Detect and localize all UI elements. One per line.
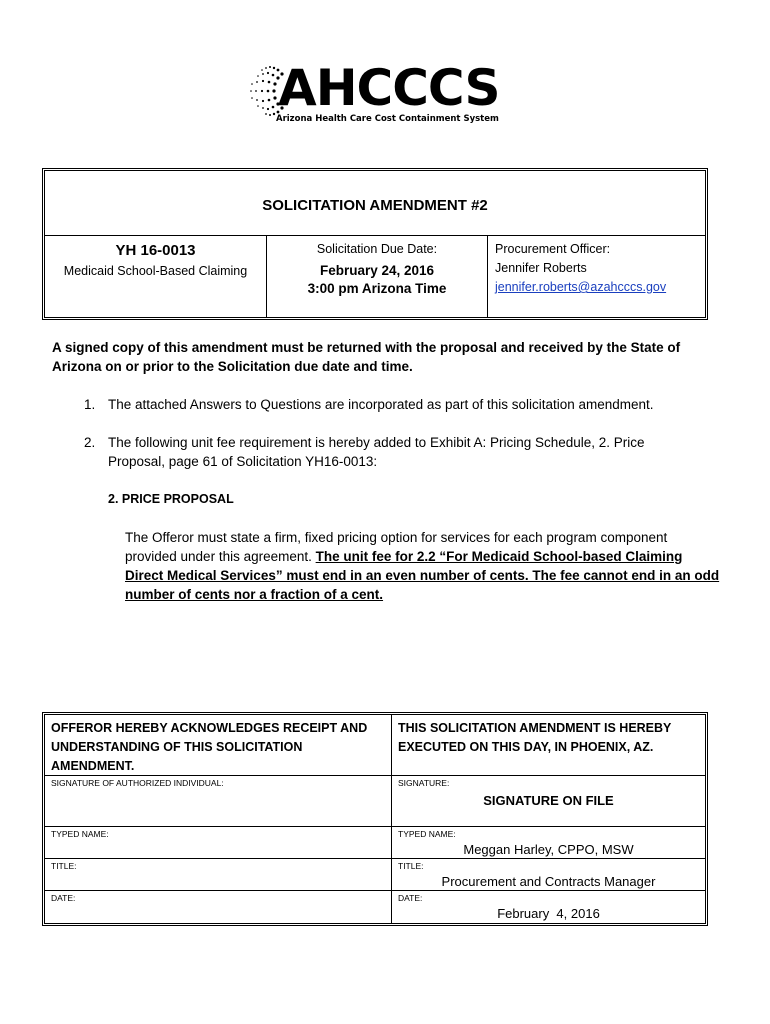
title-value: Procurement and Contracts Manager — [441, 874, 656, 889]
typed-name-label: TYPED NAME: — [398, 829, 456, 839]
intro-line: A signed copy of this amendment must be returned with the proposal and received by the State of — [52, 340, 681, 355]
para-line: The Offeror must state a firm, fixed pricing option for services for each program component — [125, 530, 668, 545]
price-proposal-paragraph — [125, 528, 725, 604]
divider — [45, 890, 705, 891]
para-text: provided under this agreement. — [125, 549, 316, 564]
logo-tagline: Arizona Health Care Cost Containment System — [276, 114, 499, 124]
due-date-cell — [267, 235, 487, 298]
item-text — [108, 433, 704, 471]
amendment-title: SOLICITATION AMENDMENT #2 — [262, 197, 488, 214]
divider — [45, 858, 705, 859]
divider — [487, 235, 488, 317]
due-date: February 24, 2016 — [319, 263, 435, 278]
item-line: The following unit fee requirement is hereby added to Exhibit A: Pricing Schedule, 2. Price — [108, 435, 645, 450]
solicitation-header-box — [42, 168, 708, 320]
item-number: 1. — [84, 397, 96, 412]
solicitation-number: YH 16-0013 — [115, 242, 196, 259]
typed-name-label: TYPED NAME: — [51, 829, 109, 839]
signature-box — [42, 712, 708, 926]
signature-label: SIGNATURE OF AUTHORIZED INDIVIDUAL: — [51, 778, 224, 788]
item-line: Proposal, page 61 of Solicitation YH16-0013: — [108, 454, 378, 469]
officer-label: Procurement Officer: — [495, 242, 611, 256]
ahcccs-logo — [248, 59, 500, 132]
divider — [45, 826, 705, 827]
offeror-acknowledgement: OFFEROR HEREBY ACKNOWLEDGES RECEIPT AND UNDERSTANDING OF THIS SOLICITATION AMENDMENT. — [51, 721, 368, 773]
para-emphasis: Direct Medical Services” must end in an even number of cents. The fee cannot end in an odd — [125, 568, 720, 583]
due-date-label: Solicitation Due Date: — [316, 242, 438, 256]
typed-name-value: Meggan Harley, CPPO, MSW — [463, 842, 634, 857]
officer-name: Jennifer Roberts — [495, 261, 587, 275]
due-time: 3:00 pm Arizona Time — [307, 281, 447, 296]
logo-wordmark: AHCCCS — [278, 59, 500, 117]
officer-email-link[interactable]: jennifer.roberts@azahcccs.gov — [495, 280, 667, 294]
procurement-officer-cell — [495, 235, 705, 294]
signature-label: SIGNATURE: — [398, 778, 450, 788]
date-label: DATE: — [398, 893, 423, 903]
para-line — [125, 547, 725, 566]
title-label: TITLE: — [398, 861, 424, 871]
para-emphasis: The unit fee for 2.2 “For Medicaid School-based Claiming — [315, 549, 683, 564]
item-number: 2. — [84, 435, 96, 450]
para-emphasis: number of cents nor a fraction of a cent. — [125, 587, 384, 602]
solicitation-info-cell — [45, 235, 266, 278]
solicitation-name: Medicaid School-Based Claiming — [63, 264, 248, 278]
signature-on-file: SIGNATURE ON FILE — [483, 793, 614, 808]
state-column — [392, 715, 705, 923]
execution-statement: THIS SOLICITATION AMENDMENT IS HEREBY EXECUTED ON THIS DAY, IN PHOENIX, AZ. — [398, 721, 672, 754]
date-value: February 4, 2016 — [497, 906, 600, 921]
list-item — [52, 395, 712, 415]
section-heading: 2. PRICE PROPOSAL — [108, 492, 234, 506]
item-text: The attached Answers to Questions are incorporated as part of this solicitation amendment. — [108, 397, 654, 412]
offeror-column — [45, 715, 391, 923]
date-label: DATE: — [51, 893, 76, 903]
title-label: TITLE: — [51, 861, 77, 871]
intro-paragraph — [52, 338, 712, 376]
intro-line: Arizona on or prior to the Solicitation due date and time. — [52, 359, 413, 374]
list-item — [52, 433, 712, 473]
